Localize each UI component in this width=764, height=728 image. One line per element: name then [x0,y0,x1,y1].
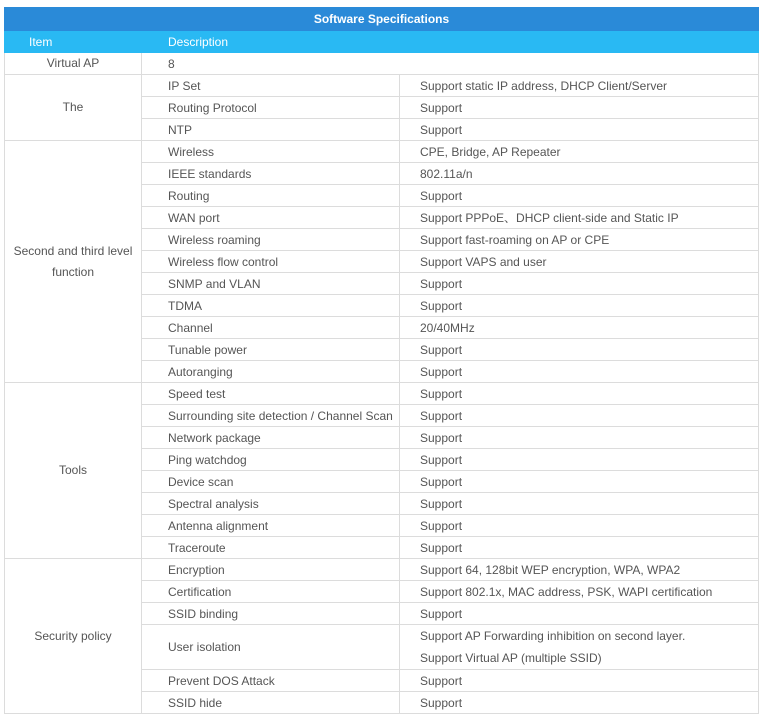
software-specifications-table [4,7,759,714]
feature-name: Tunable power [142,339,400,361]
feature-value: Support 64, 128bit WEP encryption, WPA, WPA2 [400,559,759,581]
feature-name: Device scan [142,471,400,493]
feature-value: Support [400,383,759,405]
spec-table-wrapper [4,7,758,714]
group-label-virtual-ap: Virtual AP [5,53,142,75]
feature-value: Support 802.1x, MAC address, PSK, WAPI certification [400,581,759,603]
feature-value: Support [400,97,759,119]
table-row [5,141,759,163]
feature-name: Traceroute [142,537,400,559]
feature-name: Antenna alignment [142,515,400,537]
feature-name: Wireless flow control [142,251,400,273]
table-title: Software Specifications [5,8,759,31]
feature-name: SSID binding [142,603,400,625]
feature-name: TDMA [142,295,400,317]
feature-name: Routing Protocol [142,97,400,119]
column-header-item: Item [5,31,142,53]
feature-value: Support [400,537,759,559]
feature-name: Speed test [142,383,400,405]
group-label-tools: Tools [5,383,142,559]
feature-value: Support [400,185,759,207]
feature-value: Support [400,273,759,295]
feature-value: Support [400,339,759,361]
feature-name: Surrounding site detection / Channel Scan [142,405,400,427]
feature-value: Support [400,119,759,141]
feature-name: Routing [142,185,400,207]
feature-name: Wireless [142,141,400,163]
feature-name: Network package [142,427,400,449]
feature-value: 20/40MHz [400,317,759,339]
feature-value: Support static IP address, DHCP Client/Server [400,75,759,97]
feature-value: Support [400,427,759,449]
feature-name: WAN port [142,207,400,229]
feature-value: Support [400,361,759,383]
feature-value: Support [400,603,759,625]
group-label-line-2: function [51,264,95,279]
feature-value: Support fast-roaming on AP or CPE [400,229,759,251]
feature-value [400,625,759,670]
table-row [5,75,759,97]
virtual-ap-value: 8 [142,53,759,75]
feature-value: Support VAPS and user [400,251,759,273]
feature-value: Support [400,493,759,515]
feature-name: SNMP and VLAN [142,273,400,295]
feature-value: Support [400,405,759,427]
group-label-the: The [5,75,142,141]
feature-value: Support [400,449,759,471]
feature-value: Support [400,692,759,714]
table-row [5,53,759,75]
feature-value-line-2: Support Virtual AP (multiple SSID) [420,651,602,665]
feature-name: IEEE standards [142,163,400,185]
feature-value: Support [400,515,759,537]
table-row [5,559,759,581]
group-label-line-1: Second and third level [13,243,133,258]
table-row [5,383,759,405]
feature-name: Wireless roaming [142,229,400,251]
feature-value: Support [400,670,759,692]
feature-name: Channel [142,317,400,339]
feature-value: Support PPPoE、DHCP client-side and Static IP [400,207,759,229]
feature-value: 802.11a/n [400,163,759,185]
group-label-security-policy: Security policy [5,559,142,714]
feature-value-line-1: Support AP Forwarding inhibition on second layer. [420,629,686,643]
feature-name: Prevent DOS Attack [142,670,400,692]
feature-name: SSID hide [142,692,400,714]
feature-name: NTP [142,119,400,141]
feature-name: Ping watchdog [142,449,400,471]
column-header-description: Description [142,31,759,53]
feature-name: Encryption [142,559,400,581]
feature-name: User isolation [142,625,400,670]
feature-name: IP Set [142,75,400,97]
feature-name: Certification [142,581,400,603]
group-label-second-third-level [5,141,142,383]
feature-value: Support [400,471,759,493]
feature-value: CPE, Bridge, AP Repeater [400,141,759,163]
feature-name: Spectral analysis [142,493,400,515]
feature-value: Support [400,295,759,317]
feature-name: Autoranging [142,361,400,383]
